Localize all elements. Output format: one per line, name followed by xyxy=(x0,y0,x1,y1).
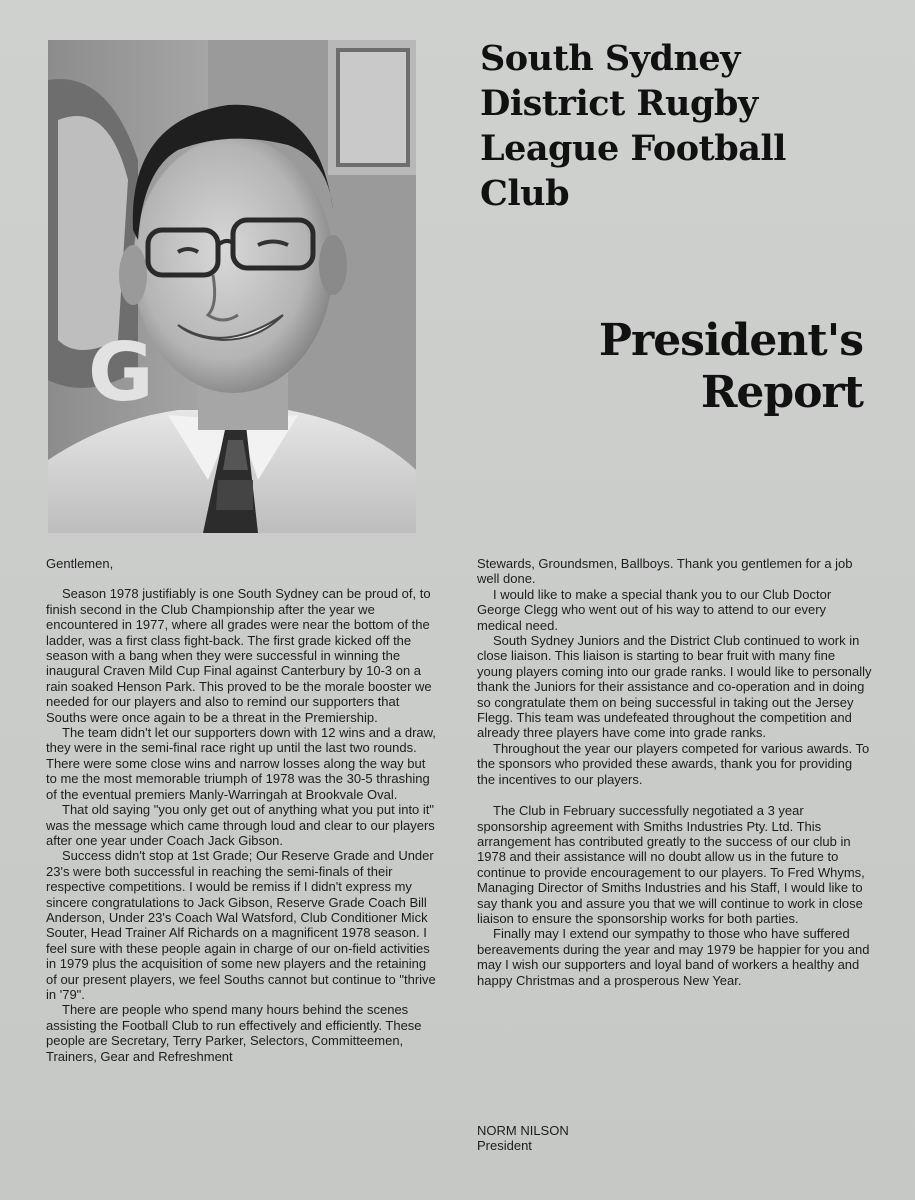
signature-name: NORM NILSON xyxy=(477,1123,569,1138)
club-name-line-3: League Football xyxy=(480,128,786,169)
report-title-line-2: Report xyxy=(700,367,863,418)
paragraph-season-1978: Season 1978 justifiably is one South Sydney can be proud of, to finish second in the Club Championship after the year we encountered in 1977, where all grades were near the bottom of the ladder, was a first class fight-back. The first grade kicked off the season with a bang when they were successful in winning the inaugural Craven Mild Cup Final against Canterbury by 10-3 on a rain soaked Henson Park. This proved to be the morale booster we needed for our players and also to remind our supporters that Souths were once again to be a threat in the Premiership. xyxy=(46,586,432,725)
right-text-column xyxy=(477,556,872,988)
report-title-line-1: President's xyxy=(598,315,863,366)
president-portrait-photo xyxy=(48,40,416,533)
paragraph-behind-scenes: There are people who spend many hours behind the scenes assisting the Football Club to run effectively and efficiently. These people are Secretary, Terry Parker, Selectors, Committeemen, Trainers, Gear and Refreshment xyxy=(46,1002,422,1064)
paragraph-old-saying: That old saying "you only get out of anything what you put into it" was the message which came through loud and clear to our players after one year under Coach Jack Gibson. xyxy=(46,802,435,848)
club-name-line-4: Club xyxy=(480,173,570,214)
paragraph-awards: Throughout the year our players competed for various awards. To the sponsors who provided these awards, thank you for providing the incentives to our players. xyxy=(477,740,870,787)
paragraph-reserve-grade: Success didn't stop at 1st Grade; Our Reserve Grade and Under 23's were both successful in reaching the semi-finals of their respective competitions. I would be remiss if I didn't express my sincere congratulations to Jack Gibson, Reserve Grade Coach Bill Anderson, Under 23's Coach Wal Watsford, Club Conditioner Mick Souter, Head Trainer Alf Richards on a magnificent 1978 season. I feel sure with these people again in charge of our on-field activities in 1979 plus the acquisition of some new players and the retaining of our present players, we feel Souths cannot but continue to "thrive in '79". xyxy=(46,848,436,1002)
club-name-heading xyxy=(480,36,880,216)
svg-text:G: G xyxy=(88,326,154,419)
paragraph-juniors: South Sydney Juniors and the District Club continued to work in close liaison. This liaison is starting to bear fruit with many fine young players coming into our grade ranks. I would like to personally thank the Juniors for their assistance and co-operation and in doing so congratulate them on being successful in taking out the Jersey Flegg. This team was undefeated throughout the competition and already three players have come into grade ranks. xyxy=(477,633,872,741)
paragraph-gap xyxy=(477,787,872,803)
paragraph-club-doctor: I would like to make a special thank you to our Club Doctor George Clegg who went out of his way to attend to our every medical need. xyxy=(477,586,832,633)
salutation: Gentlemen, xyxy=(46,556,114,571)
paragraph-closing: Finally may I extend our sympathy to those who have suffered bereavements during the year and may 1979 be happier for you and may I wish our supporters and loyal band of workers a healthy and happy Christmas and a prosperous New Year. xyxy=(477,926,870,988)
paragraph-stewards: Stewards, Groundsmen, Ballboys. Thank you gentlemen for a job well done. xyxy=(477,556,853,587)
report-title-heading xyxy=(533,315,863,419)
signature-title: President xyxy=(477,1138,532,1154)
club-name-line-2: District Rugby xyxy=(480,83,758,124)
portrait-icon xyxy=(48,40,416,533)
signature-block xyxy=(477,1123,569,1154)
club-name-line-1: South Sydney xyxy=(480,38,741,79)
left-text-column xyxy=(46,556,436,1064)
paragraph-team-record: The team didn't let our supporters down with 12 wins and a draw, they were in the semi-final race right up until the last two rounds. There were some close wins and narrow losses along the way but to me the most memorable triumph of 1978 was the 30-5 thrashing of the eventual premiers Manly-Warringah at Brookvale Oval. xyxy=(46,725,436,802)
paragraph-sponsorship: The Club in February successfully negotiated a 3 year sponsorship agreement with Smiths Industries Pty. Ltd. This arrangement has contributed greatly to the success of our club in 1978 and their assistance will no doubt allow us in the future to continue to provide encouragement to our players. To Fred Whyms, Managing Director of Smiths Industries and his Staff, I would like to say thank you and assure you that we will continue to work in close liaison to ensure the sponsorship works for both parties. xyxy=(477,803,865,926)
